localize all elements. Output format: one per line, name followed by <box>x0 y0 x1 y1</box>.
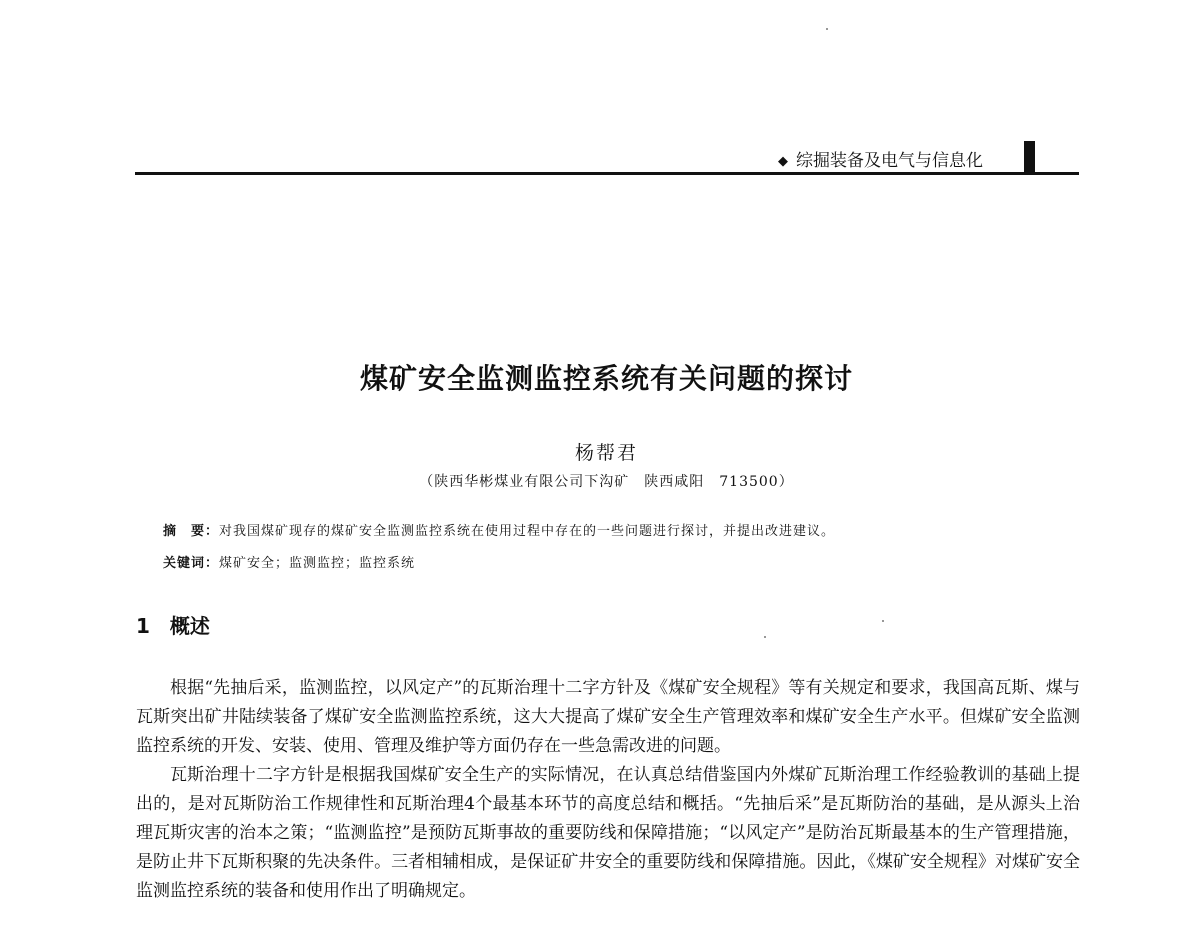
section-title: 概述 <box>169 614 210 638</box>
paragraph: 根据“先抽后采，监测监控，以风定产”的瓦斯治理十二字方针及《煤矿安全规程》等有关规定和要求，我国高瓦斯、煤与瓦斯突出矿井陆续装备了煤矿安全监测监控系统，这大大提高了煤矿安全生产管理效率和煤矿安全生产水平。但煤矿安全监测监控系统的开发、安装、使用、管理及维护等方面仍存在一些急需改进的问题。 <box>136 678 1080 756</box>
header-rule <box>135 172 1079 175</box>
section-heading <box>136 610 210 639</box>
header-bar <box>1024 141 1035 174</box>
running-header-label <box>778 146 983 171</box>
scan-speck <box>882 620 884 622</box>
section-label: 综掘装备及电气与信息化 <box>796 151 983 171</box>
abstract-text: 对我国煤矿现存的煤矿安全监测监控系统在使用过程中存在的一些问题进行探讨，并提出改进建议。 <box>219 524 836 539</box>
article-title: 煤矿安全监测监控系统有关问题的探讨 <box>359 362 853 395</box>
keywords-text: 煤矿安全；监测监控；监控系统 <box>219 556 416 571</box>
abstract-label: 摘 要： <box>163 524 220 539</box>
scan-speck <box>764 636 766 638</box>
body-text <box>136 674 1080 906</box>
author-name: 杨帮君 <box>574 442 638 464</box>
abstract <box>163 520 835 539</box>
section-number: 1 <box>136 614 150 638</box>
keywords <box>163 552 415 571</box>
paragraph: 瓦斯治理十二字方针是根据我国煤矿安全生产的实际情况，在认真总结借鉴国内外煤矿瓦斯治理工作经验教训的基础上提出的，是对瓦斯防治工作规律性和瓦斯治理4个最基本环节的高度总结和概括。“先抽后采”是瓦斯防治的基础，是从源头上治理瓦斯灾害的治本之策；“监测监控”是预防瓦斯事故的重要防线和保障措施；“以风定产”是防治瓦斯最基本的生产管理措施，是防止井下瓦斯积聚的先决条件。三者相辅相成，是保证矿井安全的重要防线和保障措施。因此，《煤矿安全规程》对煤矿安全监测监控系统的装备和使用作出了明确规定。 <box>136 765 1080 901</box>
scan-speck <box>826 28 828 30</box>
author-affiliation: （陕西华彬煤业有限公司下沟矿 陕西咸阳 713500） <box>419 474 794 490</box>
keywords-label: 关键词： <box>163 556 220 571</box>
diamond-icon: ◆ <box>778 154 788 169</box>
